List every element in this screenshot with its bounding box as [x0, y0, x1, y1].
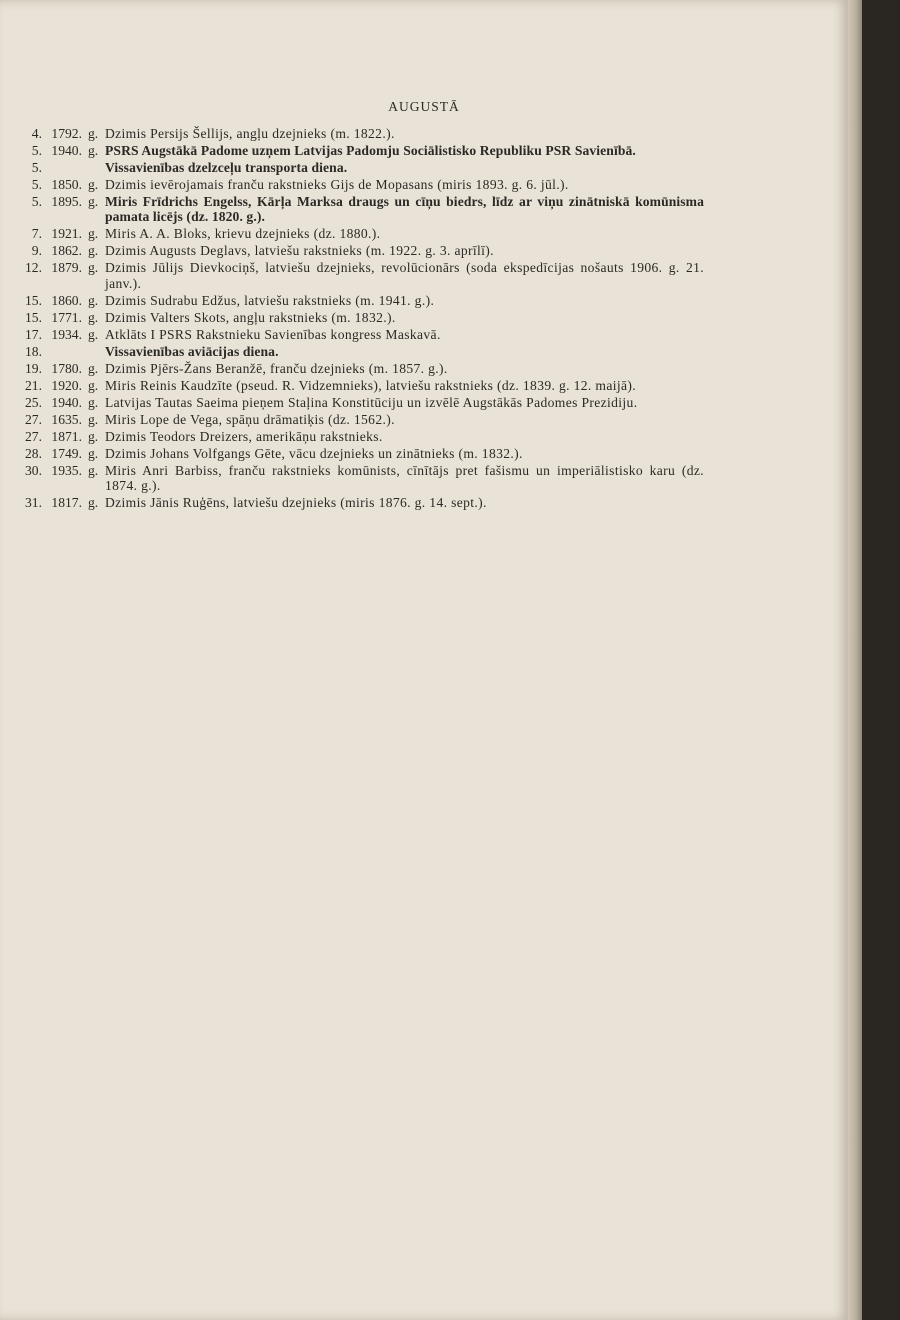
entry-year: 1879. — [51, 260, 82, 276]
entry-year: 1920. — [51, 377, 82, 393]
page-heading: AUGUSTĀ — [388, 99, 460, 114]
entry-day: 7. — [31, 226, 42, 242]
entry-day: 15. — [25, 309, 42, 325]
entry-text: Dzimis Valters Skots, angļu rakstnieks (m. 1832.). — [105, 309, 396, 325]
entry-text: Dzimis Teodors Dreizers, amerikāņu rakstnieks. — [105, 428, 383, 444]
entry-year: 1771. — [51, 309, 82, 325]
entry-day: 27. — [25, 428, 42, 444]
entry-text: Dzimis ievērojamais franču rakstnieks Gijs de Mopasans (miris 1893. g. 6. jūl.). — [105, 177, 569, 192]
entry-year-suffix: g. — [88, 177, 99, 192]
calendar-entry — [24, 378, 704, 393]
entry-day: 15. — [25, 292, 42, 308]
entry-year: 1860. — [51, 292, 82, 308]
entry-year: 1935. — [51, 462, 82, 478]
calendar-entry — [24, 395, 704, 410]
entry-day: 31. — [25, 495, 42, 511]
page-edge — [848, 0, 862, 1320]
entry-text: Latvijas Tautas Saeima pieņem Staļina Konstitūciju un izvēlē Augstākās Padomes Prezidiju. — [105, 394, 638, 410]
entry-year: 1792. — [51, 126, 82, 141]
entry-year: 1940. — [51, 394, 82, 410]
calendar-entry — [24, 344, 704, 359]
entry-day: 27. — [25, 411, 42, 427]
entry-year-suffix: g. — [88, 243, 99, 259]
entry-text: Vissavienības aviācijas diena. — [105, 343, 279, 359]
entry-year-suffix: g. — [88, 411, 99, 427]
calendar-entry — [24, 310, 704, 325]
entry-year: 1635. — [51, 411, 82, 427]
entry-day: 5. — [31, 194, 42, 209]
calendar-entry — [24, 495, 704, 510]
calendar-entry — [24, 143, 704, 158]
calendar-entry — [24, 293, 704, 308]
entry-day: 5. — [31, 160, 42, 175]
entry-year-suffix: g. — [88, 360, 99, 376]
entry-day: 18. — [25, 343, 42, 359]
entry-year-suffix: g. — [88, 495, 99, 511]
entry-day: 9. — [31, 243, 42, 259]
entry-year-suffix: g. — [88, 226, 99, 242]
entry-day: 30. — [25, 462, 42, 478]
calendar-entry — [24, 226, 704, 241]
entry-year: 1895. — [51, 194, 82, 209]
entry-year-suffix: g. — [88, 326, 99, 342]
entry-day: 5. — [31, 177, 42, 192]
calendar-entry — [24, 260, 704, 291]
calendar-entry — [24, 160, 704, 175]
entry-text: Miris Lope de Vega, spāņu drāmatiķis (dz. 1562.). — [105, 411, 395, 427]
entry-text: PSRS Augstākā Padome uzņem Latvijas Padomju Sociālistisko Republiku PSR Savienībā. — [105, 143, 636, 158]
entry-day: 12. — [25, 260, 42, 276]
entry-year-suffix: g. — [88, 445, 99, 461]
entry-text: Miris Anri Barbiss, franču rakstnieks komūnists, cīnītājs pret fašismu un imperiālistisko karu (dz. 1874. g.). — [105, 462, 704, 494]
entry-year-suffix: g. — [88, 260, 99, 276]
entry-year: 1921. — [51, 226, 82, 242]
entry-day: 28. — [25, 445, 42, 461]
entry-text: Vissavienības dzelzceļu transporta diena. — [105, 160, 348, 175]
entry-year-suffix: g. — [88, 194, 99, 209]
calendar-entry — [24, 463, 704, 494]
entry-year: 1817. — [51, 495, 82, 511]
entry-year-suffix: g. — [88, 292, 99, 308]
entry-text: Dzimis Pjērs-Žans Beranžē, franču dzejnieks (m. 1857. g.). — [105, 360, 448, 376]
entry-year-suffix: g. — [88, 143, 99, 158]
entry-day: 19. — [25, 360, 42, 376]
entry-year: 1850. — [51, 177, 82, 192]
entry-day: 25. — [25, 394, 42, 410]
entry-day: 5. — [31, 143, 42, 158]
entry-text: Miris Frīdrichs Engelss, Kārļa Marksa draugs un cīņu biedrs, līdz ar viņu zinātniskā komūnisma pamata licējs (dz. 1820. g.). — [105, 194, 704, 225]
entry-text: Dzimis Jūlijs Dievkociņš, latviešu dzejnieks, revolūcionārs (soda ekspedīcijas nošauts 1906. g. 21. janv.). — [105, 260, 704, 291]
entry-year: 1862. — [51, 243, 82, 259]
entry-year-suffix: g. — [88, 309, 99, 325]
entry-text: Dzimis Augusts Deglavs, latviešu rakstnieks (m. 1922. g. 3. aprīlī). — [105, 243, 494, 259]
entry-day: 21. — [25, 377, 42, 393]
entry-year-suffix: g. — [88, 462, 99, 478]
calendar-entry — [24, 327, 704, 342]
entry-text: Miris A. A. Bloks, krievu dzejnieks (dz. 1880.). — [105, 226, 381, 242]
entry-text: Dzimis Jānis Ruģēns, latviešu dzejnieks (miris 1876. g. 14. sept.). — [105, 495, 487, 511]
entry-year-suffix: g. — [88, 394, 99, 410]
entry-year: 1934. — [51, 326, 82, 342]
entry-text: Miris Reinis Kaudzīte (pseud. R. Vidzemnieks), latviešu rakstnieks (dz. 1839. g. 12. maijā). — [105, 377, 636, 393]
entry-year-suffix: g. — [88, 377, 99, 393]
calendar-entry — [24, 446, 704, 461]
calendar-entry — [24, 177, 704, 192]
calendar-entries — [24, 126, 704, 512]
entry-year-suffix: g. — [88, 126, 99, 141]
entry-text: Dzimis Sudrabu Edžus, latviešu rakstnieks (m. 1941. g.). — [105, 292, 435, 308]
calendar-entry — [24, 126, 704, 141]
calendar-entry — [24, 243, 704, 258]
entry-text: Dzimis Persijs Šellijs, angļu dzejnieks (m. 1822.). — [105, 126, 395, 141]
entry-year: 1780. — [51, 360, 82, 376]
entry-year: 1749. — [51, 445, 82, 461]
entry-year-suffix: g. — [88, 428, 99, 444]
entry-text: Dzimis Johans Volfgangs Gēte, vācu dzejnieks un zinātnieks (m. 1832.). — [105, 445, 523, 461]
entry-text: Atklāts I PSRS Rakstnieku Savienības kongress Maskavā. — [105, 326, 441, 342]
entry-day: 4. — [31, 126, 42, 141]
calendar-entry — [24, 194, 704, 225]
calendar-entry — [24, 429, 704, 444]
entry-day: 17. — [25, 326, 42, 342]
entry-year: 1871. — [51, 428, 82, 444]
calendar-entry — [24, 361, 704, 376]
entry-year: 1940. — [51, 143, 82, 158]
calendar-entry — [24, 412, 704, 427]
